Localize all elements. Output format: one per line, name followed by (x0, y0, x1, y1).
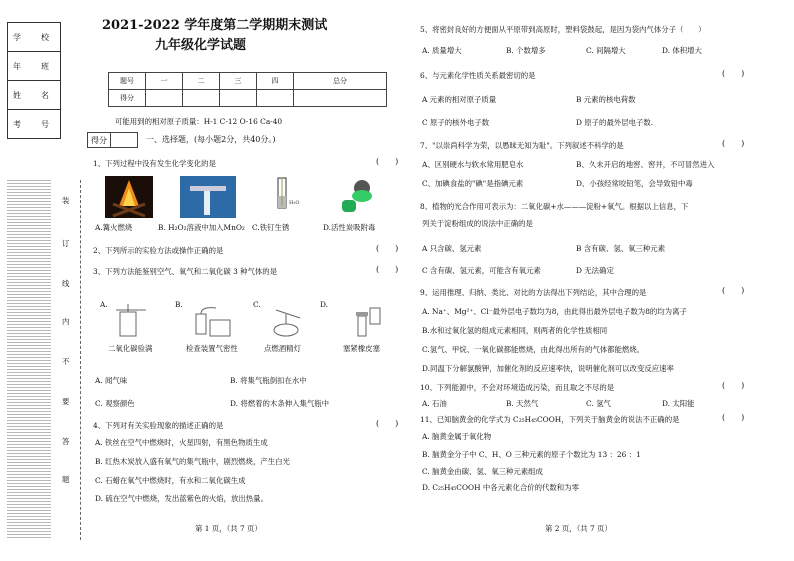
q5-option-c: C. 间隔增大 (586, 46, 626, 55)
score-table: 题号 一 二 三 四 总分 得分 (108, 72, 387, 107)
q6-option-b: B 元素的核电荷数 (576, 95, 636, 104)
q8-option-d: D 无法确定 (576, 266, 614, 275)
page-subtitle: 九年级化学试题 (155, 38, 247, 53)
q1-option-b: B. H₂O₂溶液中加入MnO₂ (158, 223, 245, 232)
question-4: 4、下列对有关实验现象的描述正确的是 (93, 421, 224, 430)
answer-paren: ( ) (722, 381, 745, 390)
student-info-table (7, 22, 61, 139)
question-3: 3、下列方法能鉴别空气、氧气和二氧化碳 3 种气体的是 (93, 267, 278, 276)
binding-hatch (7, 178, 51, 538)
q4-option-d: D. 硫在空气中燃烧，发出蓝紫色的火焰，放出热量。 (95, 494, 268, 503)
fig-caption-d: 塞紧橡皮塞 (343, 344, 380, 353)
seal-line (80, 180, 81, 540)
question-6: 6、与元素化学性质关系最密切的是 (420, 71, 536, 80)
alcohol-lamp-diagram (266, 304, 310, 338)
seal-char: 内 (62, 317, 70, 326)
gas-mask-image (338, 178, 382, 216)
answer-paren: ( ) (722, 286, 745, 295)
q11-option-c: C. 脑黄金由碳、氢、氧三种元素组成 (422, 467, 543, 476)
q5-option-b: B. 个数增多 (506, 46, 546, 55)
rubber-stopper-diagram (344, 304, 384, 338)
q6-option-a: A 元素的相对原子质量 (422, 95, 497, 104)
q11-option-a: A. 脑黄金属于氧化物 (422, 432, 492, 441)
q3-option-b: B. 将集气瓶倒扣在水中 (230, 376, 307, 385)
fig-caption-c: 点燃酒精灯 (264, 344, 301, 353)
q11-option-b: B. 脑黄金分子中 C、H、O 三种元素的原子个数比为 13 ：26 ：1 (422, 450, 641, 459)
q8-option-a: A 只含碳、氢元素 (422, 244, 482, 253)
iron-nail-image (268, 176, 308, 218)
q6-option-d: D 原子的最外层电子数. (576, 118, 654, 127)
answer-paren: ( ) (722, 69, 745, 78)
page-title: 2021-2022 学年度第二学期期末测试 (102, 18, 328, 33)
fig-label-c: C. (253, 300, 261, 309)
question-8: 8、植物的光合作用可表示为：二氧化碳+水———淀粉+氧气。根据以上信息，下 (420, 202, 689, 211)
question-8-cont: 列关于淀粉组成的说法中正确的是 (422, 219, 533, 228)
answer-paren: ( ) (722, 139, 745, 148)
exam-number-label: 考 号 (8, 110, 61, 139)
q8-option-b: B 含有碳、氢、氧三种元素 (576, 244, 666, 253)
footer-page-2: 第 2 页，（共 7 页） (545, 524, 612, 533)
question-9: 9、运用推理、归纳、类比、对比的方法得出下列结论，其中合理的是 (420, 288, 647, 297)
co2-test-diagram (112, 304, 152, 338)
q7-option-d: D、小孩经常咬铅笔，会导致铅中毒 (576, 179, 693, 188)
q1-option-d: D.活性炭吸附毒 (323, 223, 376, 232)
bonfire-image (105, 176, 153, 218)
section-score-box: 得分 (87, 132, 138, 148)
q9-option-b: B.水和过氧化氢的组成元素相同，则两者的化学性质相同 (422, 326, 608, 335)
q3-option-c: C. 观察颜色 (95, 399, 135, 408)
fig-label-b: B. (175, 300, 183, 309)
q6-option-c: C 原子的核外电子数 (422, 118, 490, 127)
school-label: 学 校 (8, 23, 61, 52)
name-label: 姓 名 (8, 81, 61, 110)
q3-option-d: D. 将燃着的木条伸入集气瓶中 (230, 399, 330, 408)
q10-option-b: B. 天然气 (506, 399, 539, 408)
q8-option-c: C 含有碳、氢元素，可能含有氧元素 (422, 266, 541, 275)
seal-char: 题 (62, 475, 70, 484)
q1-option-a: A.篝火燃烧 (95, 223, 133, 232)
seal-char: 要 (62, 397, 70, 406)
q10-option-c: C. 氢气 (586, 399, 611, 408)
atomic-masses: 可能用到的相对原子质量：H-1 C-12 O-16 Ca-40 (115, 117, 283, 126)
q10-option-a: A. 石油 (422, 399, 447, 408)
answer-paren: ( ) (376, 419, 399, 428)
q7-option-c: C、加碘食盐的"碘"是指碘元素 (422, 179, 524, 188)
fig-caption-a: 二氧化碳验满 (108, 344, 153, 353)
question-11: 11、已知脑黄金的化学式为 C₂₅H₄₅COOH，下列关于脑黄金的说法不正确的是 (420, 415, 680, 424)
question-10: 10、下列能源中，不会对环境造成污染，而且取之不尽的是 (420, 383, 615, 392)
class-label: 年 班 (8, 52, 61, 81)
airtight-check-diagram (190, 304, 234, 338)
question-2: 2、下列所示的实验方法或操作正确的是 (93, 246, 224, 255)
q7-option-a: A、区别硬水与软水常用肥皂水 (422, 160, 524, 169)
seal-char: 线 (62, 279, 70, 288)
answer-paren: ( ) (376, 157, 399, 166)
q9-option-a: A. Na⁺、Mg²⁺、Cl⁻最外层电子数均为8，由此得出最外层电子数为8的均为离子 (422, 307, 687, 316)
fig-label-d: D. (320, 300, 329, 309)
seal-char: 答 (62, 437, 70, 446)
question-1: 1、下列过程中没有发生化学变化的是 (93, 159, 216, 168)
q4-option-b: B. 红热木炭放入盛有氧气的集气瓶中，剧烈燃烧，产生白光 (95, 457, 290, 466)
q3-option-a: A. 闻气味 (95, 376, 128, 385)
seal-char: 装 (62, 196, 70, 205)
q5-option-a: A. 质量增大 (422, 46, 462, 55)
question-5: 5、将密封良好的方便面从平原带到高原时，塑料袋鼓起，是因为袋内气体分子（ ） (420, 25, 706, 34)
section-heading: 一、选择题，(每小题2分，共40分。) (146, 135, 276, 144)
fig-caption-b: 检查装置气密性 (186, 344, 238, 353)
seal-char: 订 (62, 239, 70, 248)
q1-option-c: C.铁钉生锈 (252, 223, 290, 232)
test-tube-mno2-image (180, 176, 236, 218)
answer-paren: ( ) (376, 244, 399, 253)
svg-text:H₂O: H₂O (289, 200, 300, 206)
footer-page-1: 第 1 页，（共 7 页） (195, 524, 262, 533)
q7-option-b: B、久未开启的地窖、窖井，不可冒然进入 (576, 160, 715, 169)
q9-option-d: D.同温下分解氯酸钾，加催化剂的反应速率快，说明催化剂可以改变反应速率 (422, 364, 674, 373)
q9-option-c: C.氢气、甲烷、一氧化碳都能燃烧，由此得出所有的气体都能燃烧。 (422, 345, 645, 354)
q5-option-d: D. 体积增大 (662, 46, 702, 55)
answer-paren: ( ) (722, 413, 745, 422)
answer-paren: ( ) (376, 265, 399, 274)
q10-option-d: D. 太阳能 (662, 399, 695, 408)
question-7: 7、"以崇尚科学为荣，以愚昧无知为耻"。下列叙述不科学的是 (420, 141, 624, 150)
fig-label-a: A. (100, 300, 108, 309)
seal-char: 不 (62, 357, 70, 366)
q11-option-d: D. C₂₅H₄₅COOH 中各元素化合价的代数和为零 (422, 483, 579, 492)
q4-option-a: A. 铁丝在空气中燃烧时，火星四射，有黑色物质生成 (95, 438, 268, 447)
q4-option-c: C. 石蜡在氧气中燃烧时，有水和二氧化碳生成 (95, 476, 246, 485)
